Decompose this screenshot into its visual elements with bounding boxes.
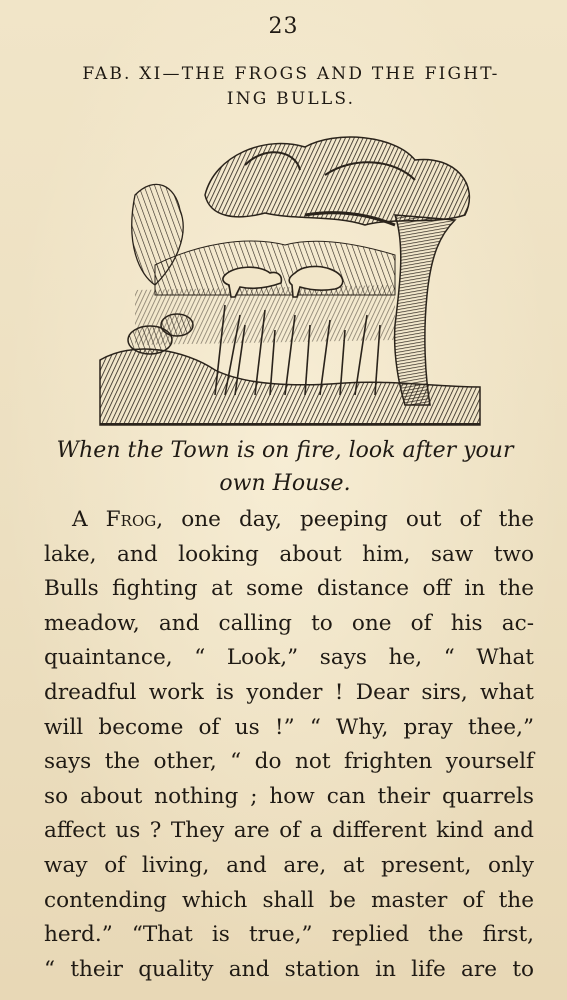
moral-line: own House.	[219, 471, 351, 496]
body-first-word: A Frog	[72, 507, 157, 532]
page-number: 23	[268, 14, 299, 39]
body-line: dreadful work is yonder ! Dear sirs, what	[44, 679, 534, 705]
body-line: so about nothing ; how can their quarrels	[44, 783, 534, 809]
fable-title-line: ING BULLS.	[226, 89, 356, 109]
body-line: “ their quality and station in life are to	[44, 956, 534, 982]
body-line: Bulls fighting at some distance off in the	[44, 576, 534, 602]
body-line: herd.” “That is true,” replied the first,	[44, 922, 534, 948]
body-line: quaintance, “ Look,” says he, “ What	[44, 645, 534, 671]
fable-title-line: FAB. XI—THE FROGS AND THE FIGHT-	[82, 64, 500, 84]
body-line: way of living, and are, at present, only	[44, 852, 534, 878]
fable-moral	[40, 434, 530, 500]
fable-title	[46, 62, 536, 112]
fable-body-text	[44, 503, 534, 987]
body-line: lake, and looking about him, saw two	[44, 541, 534, 567]
body-line: says the other, “ do not frighten yourself	[44, 749, 534, 775]
body-line: contending which shall be master of the	[44, 887, 534, 913]
body-line-rest: , one day, peeping out of the	[156, 507, 534, 532]
body-line: will become of us !” “ Why, pray thee,”	[44, 714, 534, 740]
body-line: affect us ? They are of a different kind and	[44, 818, 534, 844]
body-line: meadow, and calling to one of his ac-	[44, 610, 534, 636]
woodcut-illustration	[95, 125, 485, 430]
moral-line: When the Town is on fire, look after your	[56, 438, 514, 463]
body-line	[44, 503, 534, 538]
